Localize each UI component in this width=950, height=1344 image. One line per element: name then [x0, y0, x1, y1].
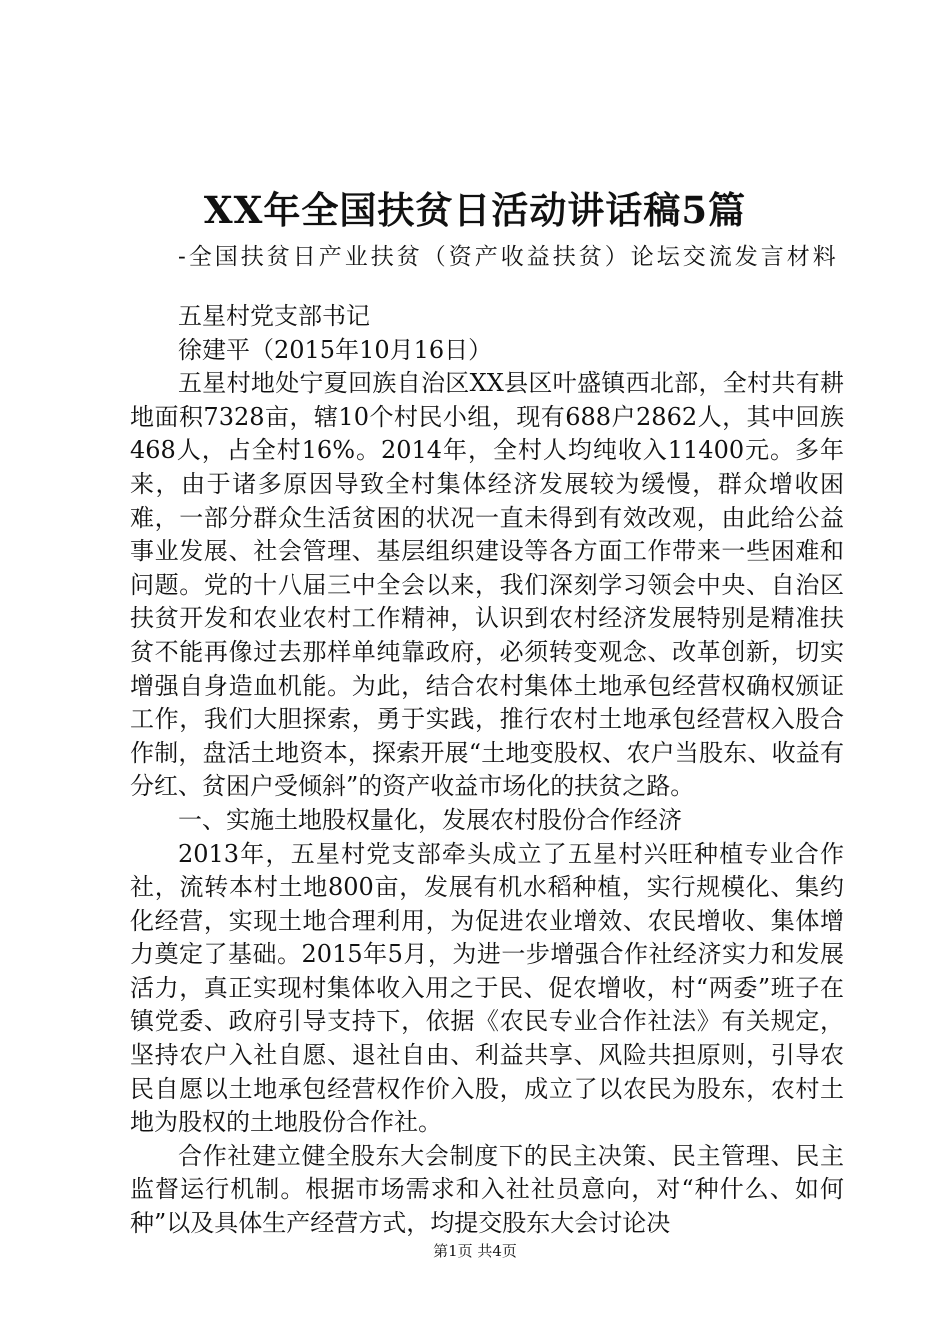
document-subtitle: -全国扶贫日产业扶贫（资产收益扶贫）论坛交流发言材料	[178, 244, 839, 270]
document-title: XX年全国扶贫日活动讲话稿5篇	[203, 188, 747, 232]
page-footer: 第1页 共4页	[433, 1242, 517, 1260]
body-paragraph: 2013年，五星村党支部牵头成立了五星村兴旺种植专业合作社，流转本村土地800亩，发展有机水稻种植，实行规模化、集约化经营，实现土地合理利用，为促进农业增效、农民增收、集体增力奠定了基础。2015年5月，为进一步增强合作社经济实力和发展活力，真正实现村集体收入用之于民、促农增收，村“两委”班子在镇党委、政府引导支持下，依据《农民专业合作社法》有关规定，坚持农户入社自愿、退社自由、利益共享、风险共担原则，引导农民自愿以土地承包经营权作价入股，成立了以农民为股东，农村土地为股权的土地股份合作社。	[130, 839, 844, 1137]
author-date: 徐建平（2015年10月16日）	[178, 335, 493, 364]
document-body	[130, 300, 844, 1241]
body-paragraph: 合作社建立健全股东大会制度下的民主决策、民主管理、民主监督运行机制。根据市场需求和入社社员意向，对“种什么、如何种”以及具体生产经营方式，均提交股东大会讨论决	[130, 1141, 844, 1238]
section-heading: 一、实施土地股权量化，发展农村股份合作经济	[178, 805, 682, 834]
author-title: 五星村党支部书记	[178, 302, 370, 330]
body-paragraph: 五星村地处宁夏回族自治区XX县区叶盛镇西北部，全村共有耕地面积7328亩，辖10个村民小组，现有688户2862人，其中回族468人，占全村16%。2014年，全村人均纯收入11400元。多年来，由于诸多原因导致全村集体经济发展较为缓慢，群众增收困难，一部分群众生活贫困的状况一直未得到有效改观，由此给公益事业发展、社会管理、基层组织建设等各方面工作带来一些困难和问题。党的十八届三中全会以来，我们深刻学习领会中央、自治区扶贫开发和农业农村工作精神，认识到农村经济发展特别是精准扶贫不能再像过去那样单纯靠政府，必须转变观念、改革创新，切实增强自身造血机能。为此，结合农村集体土地承包经营权确权颁证工作，我们大胆探索，勇于实践，推行农村土地承包经营权入股合作制，盘活土地资本，探索开展“土地变股权、农户当股东、收益有分红、贫困户受倾斜”的资产收益市场化的扶贫之路。	[130, 369, 844, 801]
